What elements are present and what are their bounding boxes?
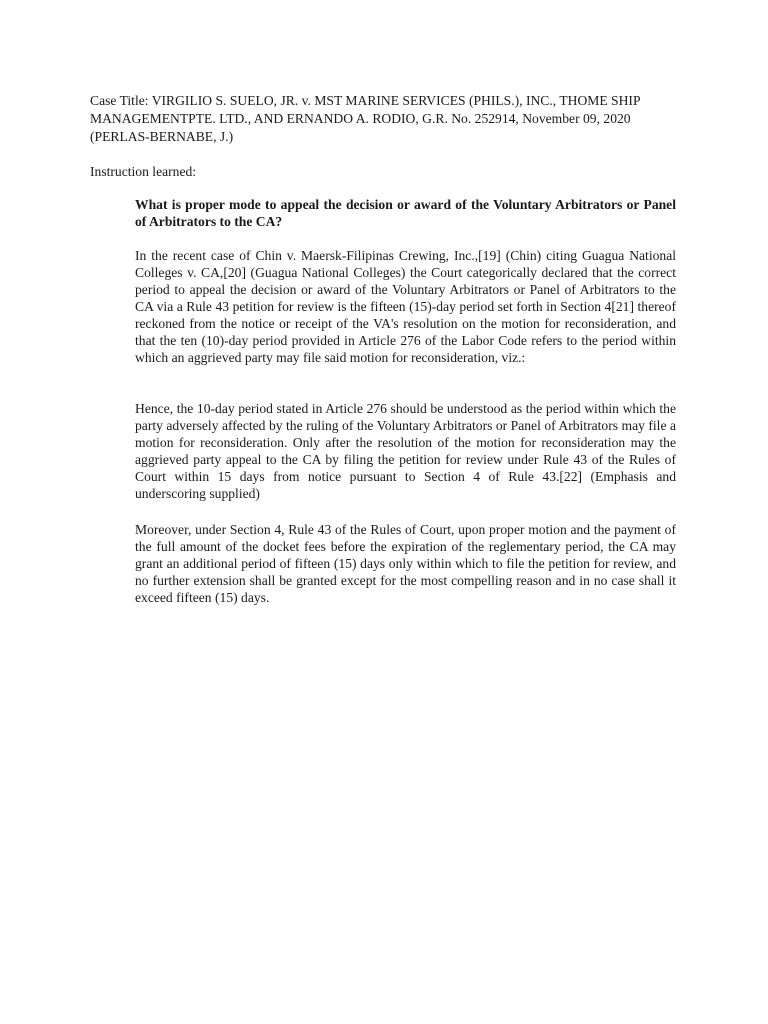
body-paragraph-1: In the recent case of Chin v. Maersk-Filipinas Crewing, Inc.,[19] (Chin) citing Guagua National Colleges v. CA,[20] (Guagua National Colleges) the Court categorically declared that the correct period to appeal the decision or award of the Voluntary Arbitrators or Panel of Arbitrators to the CA via a Rule 43 petition for review is the fifteen (15)-day period set forth in Section 4[21] thereof reckoned from the notice or receipt of the VA's resolution on the motion for reconsideration, and that the ten (10)-day period provided in Article 276 of the Labor Code refers to the period within which an aggrieved party may file said motion for reconsideration, viz.:	[135, 248, 676, 365]
case-title: Case Title: VIRGILIO S. SUELO, JR. v. MST MARINE SERVICES (PHILS.), INC., THOME SHIP MANAGEMENTPTE. LTD., AND ERNANDO A. RODIO, G.R. No. 252914, November 09, 2020 (PERLAS-BERNABE, J.)	[90, 93, 641, 144]
instruction-label: Instruction learned:	[90, 164, 197, 179]
body-paragraph-3: Moreover, under Section 4, Rule 43 of the Rules of Court, upon proper motion and the payment of the full amount of the docket fees before the expiration of the reglementary period, the CA may grant an additional period of fifteen (15) days only within which to file the petition for review, and no further extension shall be granted except for the most compelling reason and in no case shall it exceed fifteen (15) days.	[135, 522, 676, 605]
body-paragraph-2: Hence, the 10-day period stated in Article 276 should be understood as the period within which the party adversely affected by the ruling of the Voluntary Arbitrators or Panel of Arbitrators may file a motion for reconsideration. Only after the resolution of the motion for reconsideration may the aggrieved party appeal to the CA by filing the petition for review under Rule 43 of the Rules of Court within 15 days from notice pursuant to Section 4 of Rule 43.[22] (Emphasis and underscoring supplied)	[135, 401, 676, 501]
question-heading: What is proper mode to appeal the decision or award of the Voluntary Arbitrators or Panel of Arbitrators to the CA?	[135, 197, 676, 229]
